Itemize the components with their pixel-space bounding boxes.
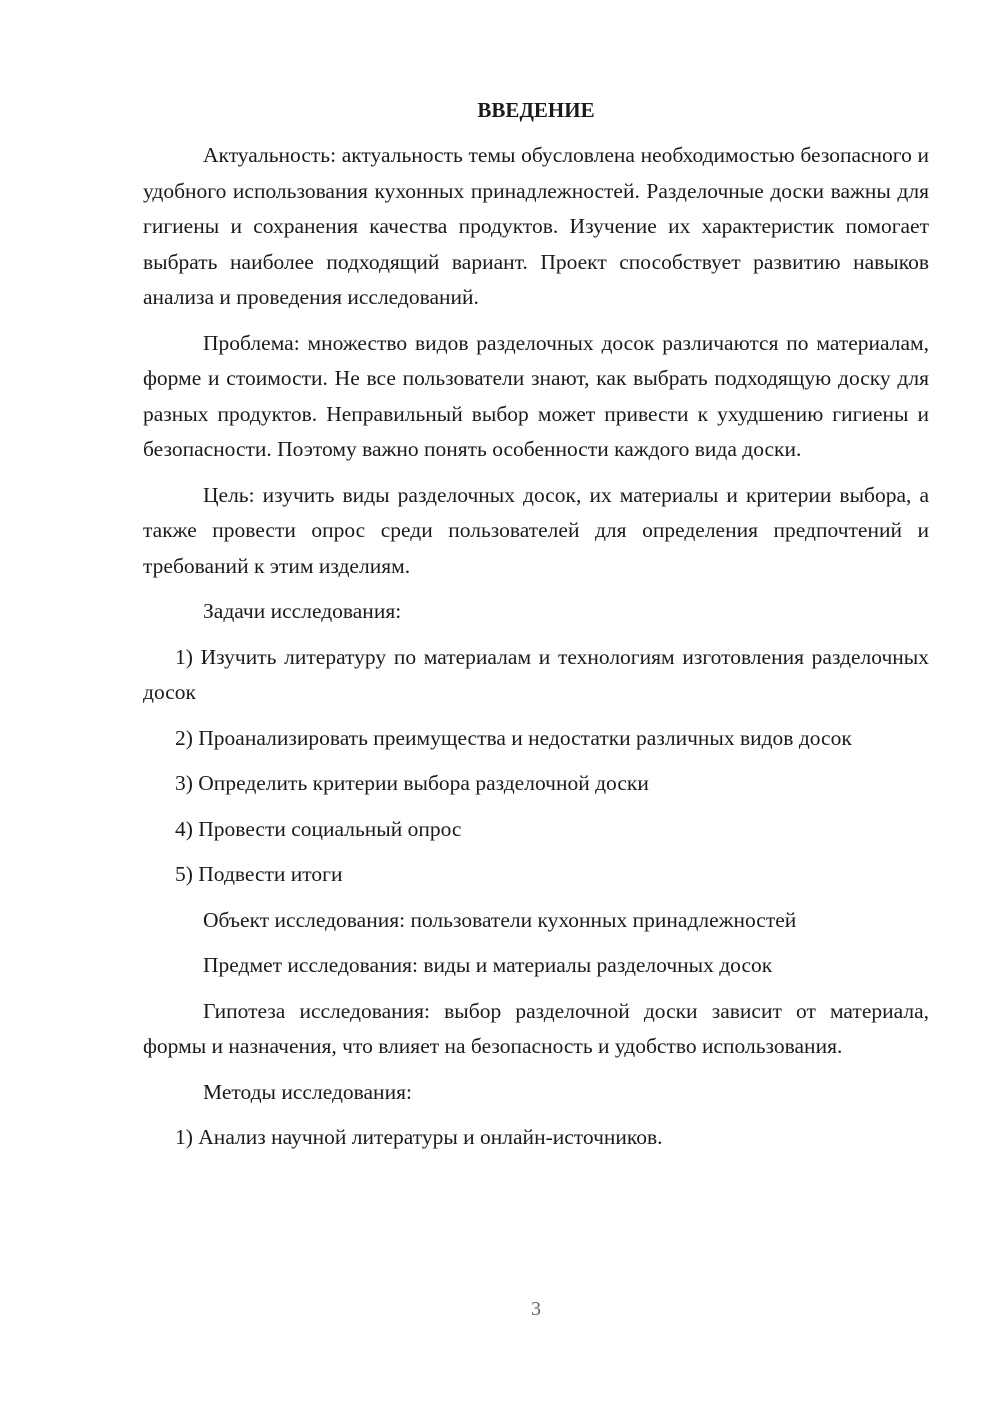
task-item-2: 2) Проанализировать преимущества и недостатки различных видов досок bbox=[175, 725, 852, 750]
goal-paragraph: Цель: изучить виды разделочных досок, их материалы и критерии выбора, а также провести опрос среди пользователей для определения предпочтений и требований к этим изделиям. bbox=[143, 482, 929, 578]
methods-heading: Методы исследования: bbox=[203, 1079, 412, 1104]
method-item-1: 1) Анализ научной литературы и онлайн-источников. bbox=[175, 1125, 663, 1149]
problem-paragraph: Проблема: множество видов разделочных досок различаются по материалам, форме и стоимости. Не все пользователи знают, как выбрать подходящую доску для разных продуктов. Неправильный выбор может привести к ухудшению гигиены и безопасности. Поэтому важно понять особенности каждого вида доски. bbox=[143, 330, 929, 461]
hypothesis-paragraph: Гипотеза исследования: выбор разделочной доски зависит от материала, формы и назначения, что влияет на безопасность и удобство использования. bbox=[143, 998, 929, 1058]
relevance-paragraph: Актуальность: актуальность темы обусловлена необходимостью безопасного и удобного использования кухонных принадлежностей. Разделочные доски важны для гигиены и сохранения качества продуктов. Изучение их характеристик помогает выбрать наиболее подходящий вариант. Проект способствует развитию навыков анализа и проведения исследований. bbox=[143, 143, 929, 309]
task-item-5: 5) Подвести итоги bbox=[175, 862, 343, 886]
subject-line: Предмет исследования: виды и материалы разделочных досок bbox=[203, 953, 773, 977]
task-item-1: 1) Изучить литературу по материалам и технологиям изготовления разделочных досок bbox=[143, 644, 929, 704]
task-item-4: 4) Провести социальный опрос bbox=[175, 816, 462, 841]
task-item-3: 3) Определить критерии выбора разделочной доски bbox=[175, 771, 649, 795]
section-title: ВВЕДЕНИЕ bbox=[477, 98, 595, 122]
page-number: 3 bbox=[531, 1298, 541, 1320]
document-page bbox=[143, 90, 929, 1166]
object-line: Объект исследования: пользователи кухонных принадлежностей bbox=[203, 907, 797, 932]
tasks-heading: Задачи исследования: bbox=[203, 599, 402, 623]
